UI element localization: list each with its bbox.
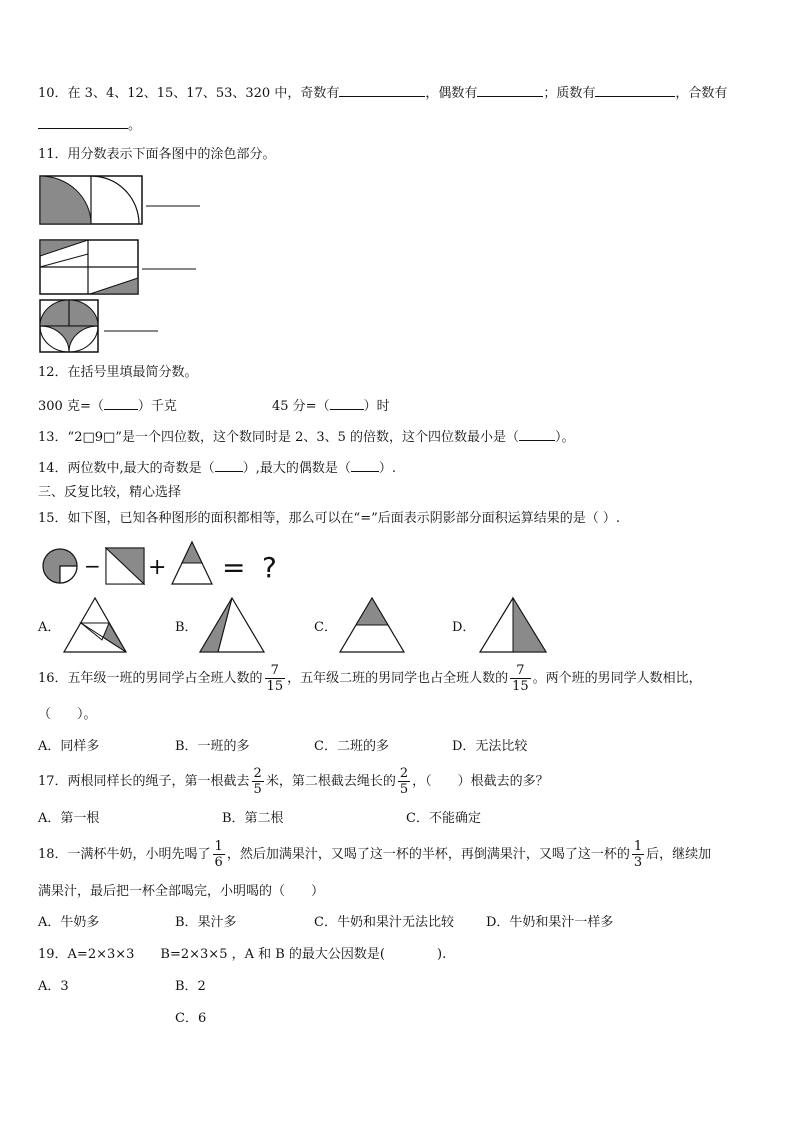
q15-question-mark: ? (262, 551, 277, 584)
q12-b-post: ）时 (363, 399, 390, 414)
q19-option-a[interactable]: A．3 (38, 979, 69, 994)
q19-question: 19．A=2×3×3 B=2×3×5 ，A 和 B 的最大公因数是( ). (38, 947, 447, 962)
q16-frac2-denominator: 15 (512, 679, 529, 694)
q16-frac2-numerator: 7 (510, 663, 531, 679)
q16-pre: 16．五年级一班的男同学占全班人数的 (38, 671, 263, 686)
q15-option-a-figure[interactable] (62, 596, 128, 654)
q15-option-c-label[interactable]: C． (314, 620, 337, 635)
q15-minus-symbol: − (84, 554, 101, 578)
q16-option-b[interactable]: B．一班的多 (175, 739, 250, 754)
q10-text-c: ；质数有 (543, 86, 596, 101)
q18-frac1-denominator: 6 (214, 855, 223, 870)
q14-blank-even[interactable] (351, 457, 379, 472)
q17-option-b[interactable]: B．第二根 (222, 811, 284, 826)
q10-line2 (38, 114, 141, 135)
q10-text-b: ，偶数有 (425, 86, 478, 101)
q17-frac1-denominator: 5 (253, 782, 262, 797)
q12-b-pre: 45 分=（ (272, 399, 330, 414)
q14-question (38, 457, 396, 478)
q16-post: 。两个班的男同学人数相比， (532, 671, 702, 686)
q17-fraction-2 (398, 766, 410, 797)
q17-mid: 米，第二根截去绳长的 (265, 774, 396, 789)
q16-line2: （ ）。 (38, 707, 97, 722)
q17-frac2-numerator: 2 (399, 766, 409, 781)
q15-equation (40, 540, 290, 588)
q18-fraction-2 (632, 839, 644, 870)
q15-option-d-label[interactable]: D． (452, 620, 476, 635)
q10-end: 。 (128, 118, 142, 133)
q11-question: 11．用分数表示下面各图中的涂色部分。 (38, 147, 276, 162)
q15-option-b-figure[interactable] (198, 596, 266, 654)
q14-blank-odd[interactable] (215, 457, 243, 472)
q18-frac2-denominator: 3 (633, 855, 643, 870)
q12-b-blank[interactable] (330, 395, 364, 410)
q18-mid: ，然后加满果汁，又喝了这一杯的半杯，再倒满果汁，又喝了这一杯的 (226, 847, 630, 862)
q10-blank-prime[interactable] (595, 82, 675, 97)
q19-option-b[interactable]: B．2 (175, 979, 206, 994)
q11-figure-2 (38, 238, 200, 298)
q12-a-post: ）千克 (137, 399, 177, 414)
q16-line1 (38, 662, 702, 696)
q15-question: 15．如下图，已知各种图形的面积都相等，那么可以在“=”后面表示阴影部分面积运算结果的是（ ）. (38, 511, 620, 526)
q18-fraction-1 (213, 839, 225, 870)
q10-text-d: ，合数有 (675, 86, 728, 101)
q18-option-c[interactable]: C．牛奶和果汁无法比较 (314, 915, 454, 930)
q19-option-c[interactable]: C．6 (175, 1011, 207, 1026)
q14-mid: ）,最大的偶数是（ (242, 461, 351, 476)
q11-figure-1 (38, 174, 204, 226)
q17-fraction-1 (252, 766, 264, 797)
q12-question: 12．在括号里填最简分数。 (38, 365, 198, 380)
q17-option-a[interactable]: A．第一根 (38, 811, 100, 826)
q17-line1 (38, 765, 549, 799)
q17-frac1-numerator: 2 (253, 766, 262, 781)
q18-pre: 18．一满杯牛奶，小明先喝了 (38, 847, 211, 862)
q13-blank[interactable] (519, 426, 555, 441)
q12-a-pre: 300 克=（ (38, 399, 104, 414)
q17-post: ，（ ）根截去的多？ (412, 774, 549, 789)
q16-option-d[interactable]: D．无法比较 (452, 739, 528, 754)
q10-text-a: 10．在 3、4、12、15、17、53、320 中，奇数有 (38, 86, 340, 101)
q15-equals-symbol: = (222, 551, 246, 584)
q13-pre: 13．“2□9□”是一个四位数，这个数同时是 2、3、5 的倍数，这个四位数最小是（ (38, 430, 520, 445)
q17-frac2-denominator: 5 (399, 782, 409, 797)
q10-blank-even[interactable] (477, 82, 543, 97)
q18-line1 (38, 838, 711, 872)
q18-frac2-numerator: 1 (633, 839, 643, 854)
q15-option-a-label[interactable]: A． (38, 620, 61, 635)
q16-option-a[interactable]: A．同样多 (38, 739, 100, 754)
q17-option-c[interactable]: C．不能确定 (406, 811, 481, 826)
q18-option-d[interactable]: D．牛奶和果汁一样多 (486, 915, 614, 930)
q12-a-blank[interactable] (104, 395, 138, 410)
q11-figure-3 (38, 298, 162, 354)
q18-post: 后，继续加 (646, 847, 712, 862)
q14-post: ）. (378, 461, 396, 476)
q18-option-b[interactable]: B．果汁多 (175, 915, 237, 930)
q15-plus-symbol: + (148, 555, 167, 580)
q16-frac1-denominator: 15 (266, 679, 284, 694)
q16-mid: ，五年级二班的男同学也占全班人数的 (287, 671, 509, 686)
q18-line2: 满果汁，最后把一杯全部喝完，小明喝的（ ） (38, 884, 325, 899)
q15-option-d-figure[interactable] (478, 596, 548, 654)
q14-pre: 14．两位数中,最大的奇数是（ (38, 461, 215, 476)
q16-fraction-1 (265, 663, 286, 694)
q10-line1 (38, 82, 727, 103)
q15-option-c-figure[interactable] (338, 596, 406, 654)
q10-blank-odd[interactable] (339, 82, 425, 97)
q12-part-a (38, 395, 177, 416)
q17-pre: 17．两根同样长的绳子，第一根截去 (38, 774, 250, 789)
q10-blank-composite[interactable] (38, 114, 128, 129)
q18-frac1-numerator: 1 (214, 839, 223, 854)
q15-option-b-label[interactable]: B． (175, 620, 198, 635)
q16-frac1-numerator: 7 (265, 663, 286, 679)
section-3-title: 三、反复比较，精心选择 (38, 485, 182, 500)
q16-option-c[interactable]: C．二班的多 (314, 739, 389, 754)
q12-part-b (272, 395, 390, 416)
q13-post: ）。 (555, 430, 575, 445)
q18-option-a[interactable]: A．牛奶多 (38, 915, 100, 930)
q16-fraction-2 (510, 663, 531, 694)
q13-question (38, 426, 575, 447)
